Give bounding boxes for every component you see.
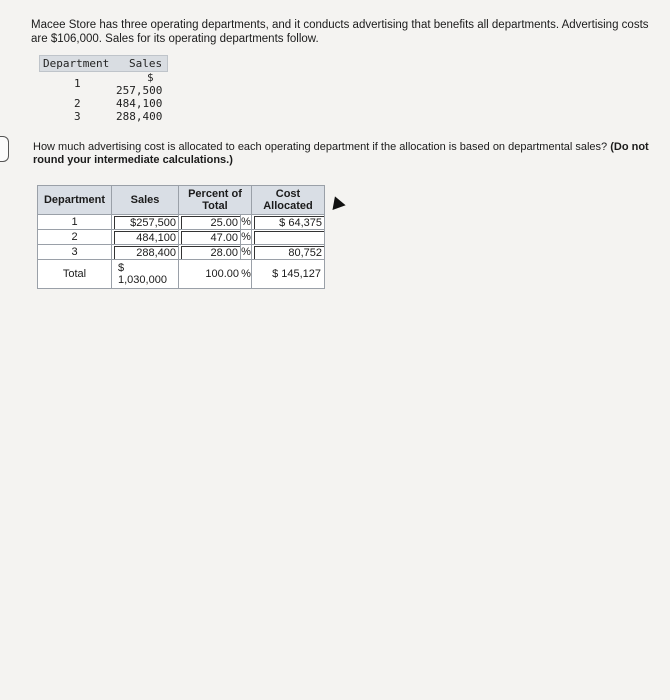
question-number-tab <box>0 136 9 162</box>
table-row <box>38 230 325 245</box>
given-table-header <box>39 55 168 72</box>
cost-input-1[interactable]: $ 64,375 <box>254 216 324 229</box>
allocation-table <box>37 185 325 289</box>
row-dept: 1 <box>38 215 112 230</box>
col-header-cost: Cost Allocated <box>252 186 325 215</box>
sales-input-1[interactable]: $257,500 <box>114 216 178 229</box>
percent-symbol: % <box>241 216 251 228</box>
given-sales-2: 484,100 <box>116 97 163 110</box>
sales-input-3[interactable]: 288,400 <box>114 246 178 259</box>
total-cost: $ 145,127 <box>252 260 325 289</box>
percent-input-2[interactable]: 47.00 <box>181 231 240 244</box>
given-currency: $ <box>147 71 154 84</box>
question-body: How much advertising cost is allocated to each operating department if the allocation is based on departmental sales? <box>33 141 608 153</box>
given-header-sales: Sales <box>129 57 163 70</box>
given-header-department: Department <box>43 57 110 70</box>
row-dept: 2 <box>38 230 112 245</box>
given-dept-1: 1 <box>74 77 81 90</box>
total-label: Total <box>38 260 112 289</box>
percent-symbol: % <box>241 246 251 258</box>
percent-symbol: % <box>241 231 251 243</box>
col-header-percent: Percent of Total <box>179 186 252 215</box>
table-row <box>38 245 325 260</box>
question-note: (Do not round your intermediate calculations.) <box>33 141 649 166</box>
sales-input-2[interactable]: 484,100 <box>114 231 178 244</box>
mouse-cursor-icon <box>328 194 345 210</box>
given-sales-3: 288,400 <box>116 110 163 123</box>
table-row-total <box>38 260 325 289</box>
question-text <box>33 141 653 167</box>
total-sales: 1,030,000 <box>118 274 167 286</box>
table-row <box>38 215 325 230</box>
cost-input-3[interactable]: 80,752 <box>254 246 324 259</box>
cost-input-2[interactable] <box>254 231 324 244</box>
row-dept: 3 <box>38 245 112 260</box>
total-sales-currency: $ <box>118 262 125 274</box>
percent-input-1[interactable]: 25.00 <box>181 216 240 229</box>
given-dept-3: 3 <box>74 110 81 123</box>
total-percent: 100.00 <box>205 268 239 280</box>
col-header-department: Department <box>38 186 112 215</box>
problem-intro: Macee Store has three operating departments, and it conducts advertising that benefits all departments. Advertising costs are $106,000. Sales for its operating departments follow. <box>31 19 649 45</box>
given-dept-2: 2 <box>74 97 81 110</box>
percent-symbol: % <box>241 268 251 280</box>
given-sales-1: 257,500 <box>116 84 163 97</box>
col-header-sales: Sales <box>112 186 179 215</box>
percent-input-3[interactable]: 28.00 <box>181 246 240 259</box>
